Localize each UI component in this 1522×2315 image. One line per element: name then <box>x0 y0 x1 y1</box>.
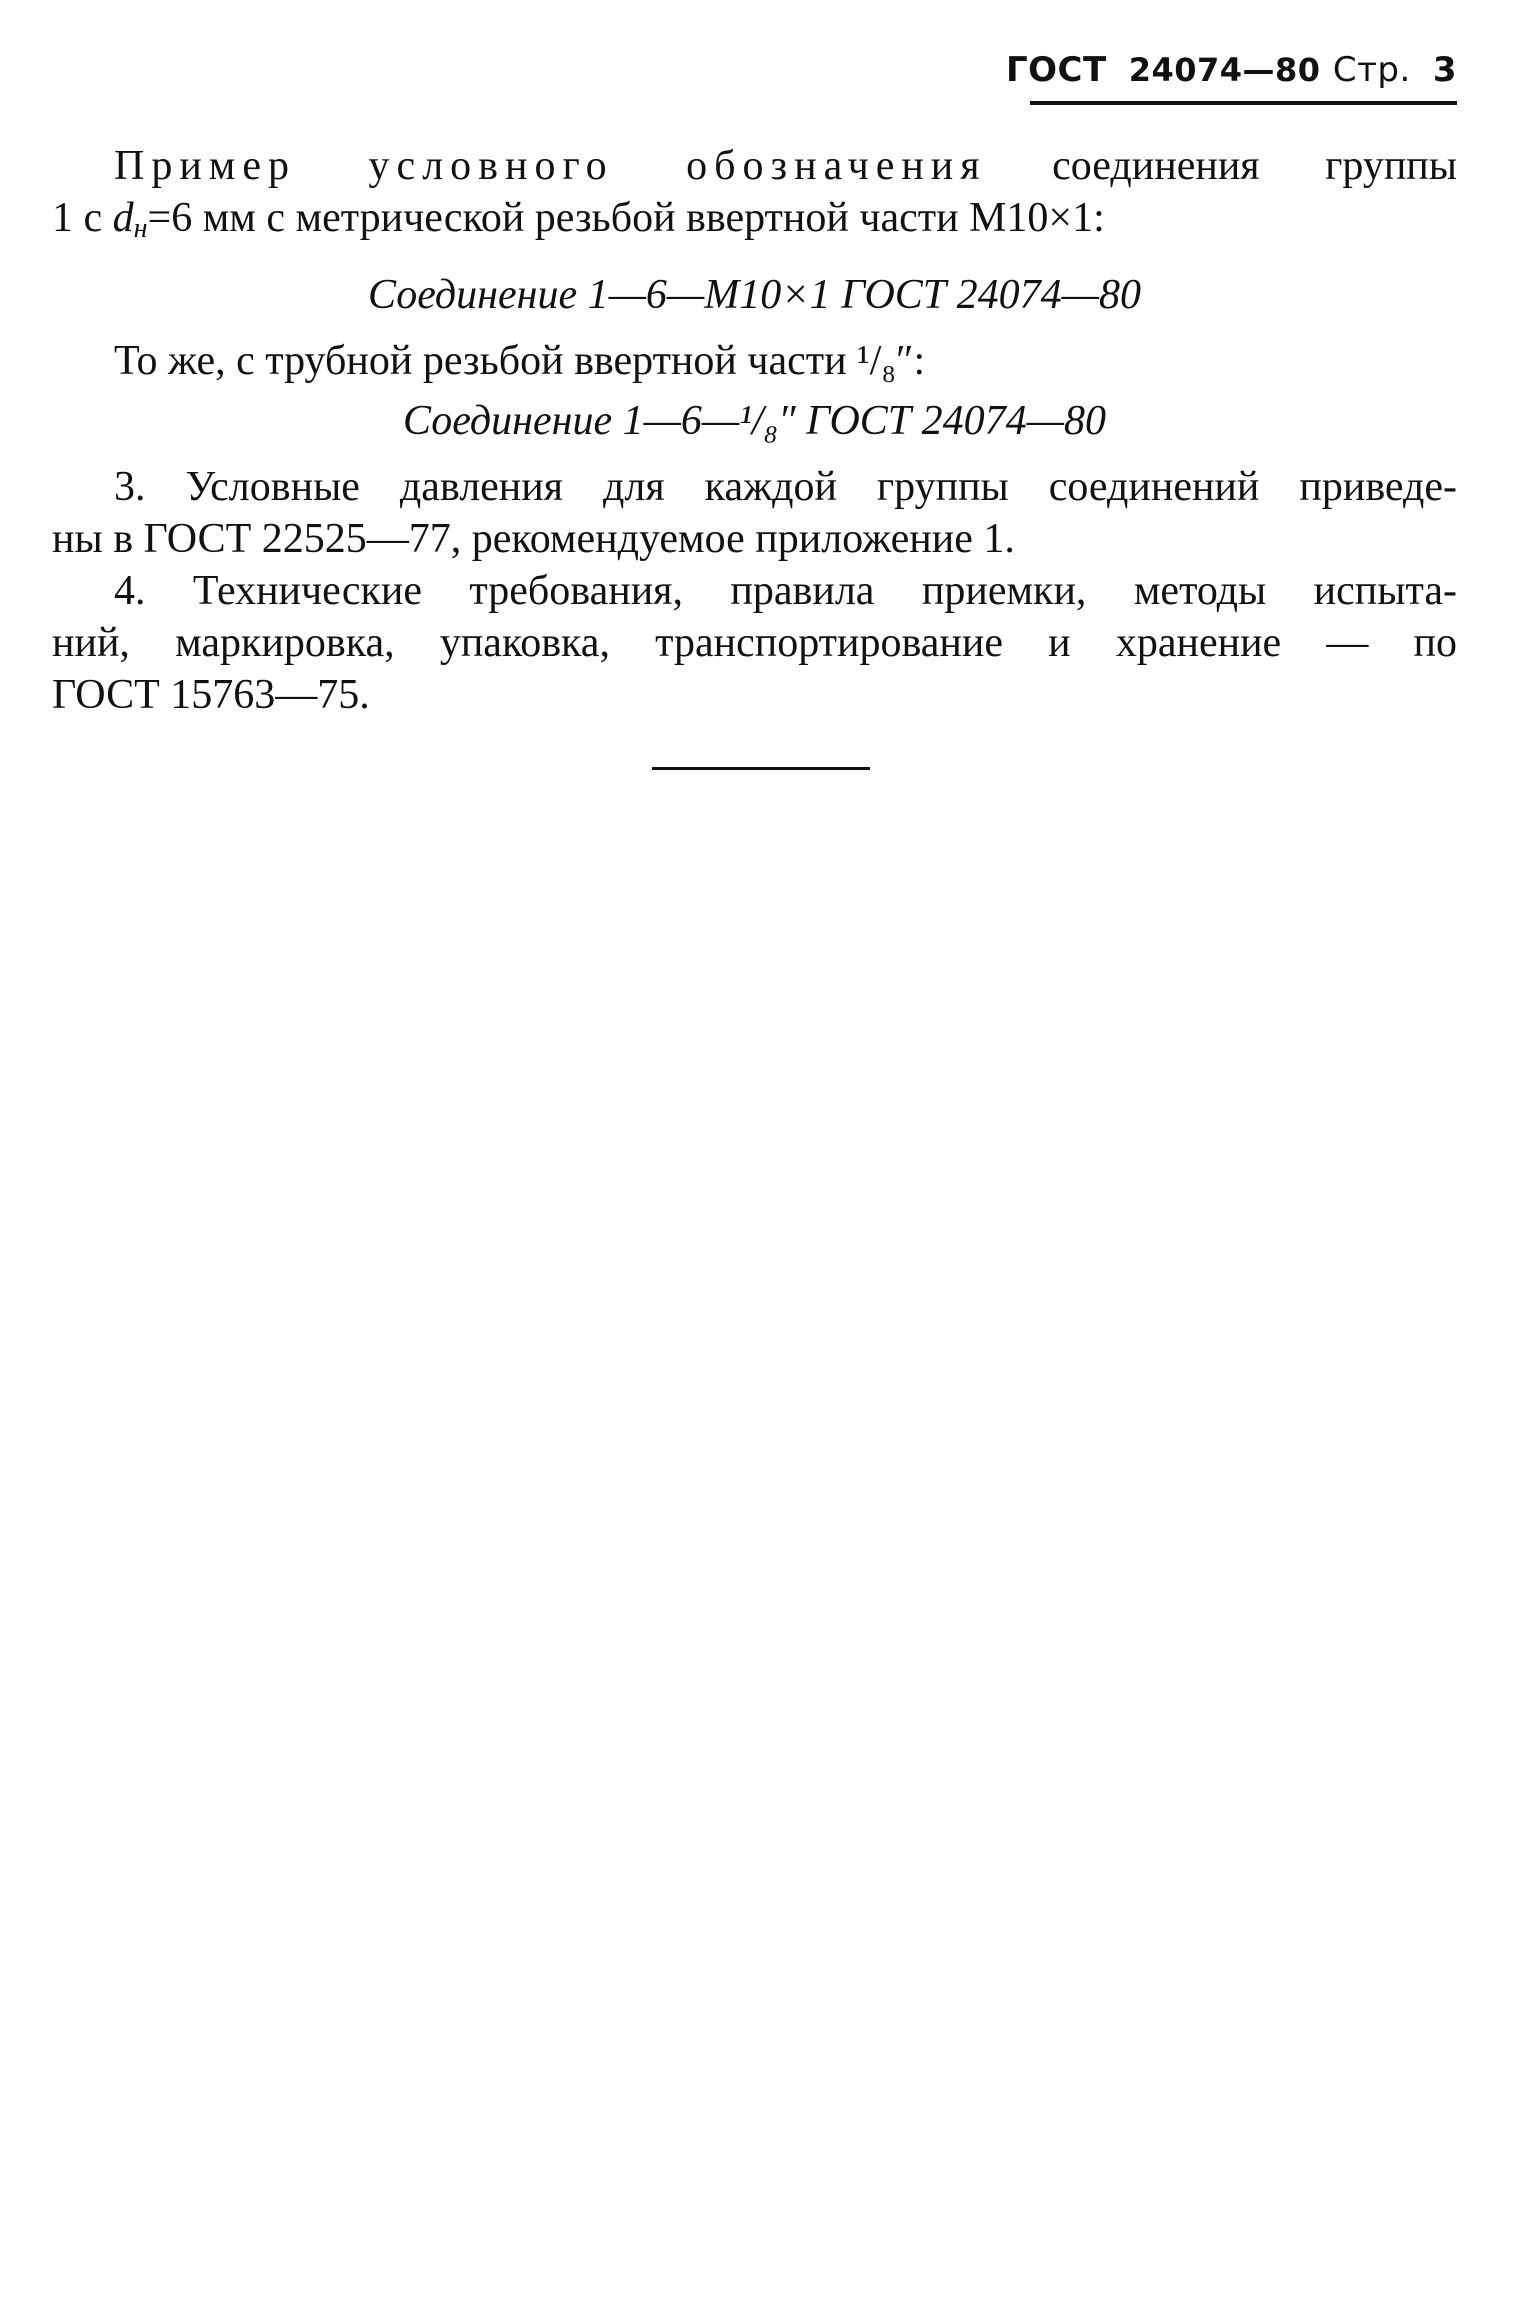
header-standard: ГОСТ <box>1005 50 1107 90</box>
example-intro-spaced: Пример условного обозначения <box>114 143 987 189</box>
example-intro-line-2 <box>52 192 1457 255</box>
item-3-line-1: 3. Условные давления для каждой группы соединений приведе- <box>114 464 1457 510</box>
item-4-line-3: ГОСТ 15763—75. <box>52 672 370 718</box>
page-header <box>1006 50 1457 90</box>
header-page-number: 3 <box>1432 50 1457 90</box>
header-rule <box>1030 101 1457 105</box>
same-pipe-thread-line: То же, с трубной резьбой ввертной части ¹/₈″: <box>114 338 926 384</box>
header-page-label: Стр. <box>1332 50 1411 90</box>
item-3-line-2: ны в ГОСТ 22525—77, рекомендуемое приложение 1. <box>52 516 1015 562</box>
end-rule <box>652 767 870 770</box>
item-4-line-1: 4. Технические требования, правила приемки, методы испыта- <box>114 568 1457 614</box>
body-text <box>52 140 1457 721</box>
diameter-symbol: d <box>112 195 134 241</box>
header-standard-number: 24074—80 <box>1128 51 1321 89</box>
designation-metric: Соединение 1—6—М10×1 ГОСТ 24074—80 <box>367 272 1141 318</box>
item-4-line-2: ний, маркировка, упаковка, транспортирование и хранение — по <box>52 620 1457 666</box>
example-intro-line-1 <box>52 140 1457 192</box>
example-intro-prefix: 1 с <box>52 195 113 241</box>
diameter-subscript: н <box>133 213 148 244</box>
designation-pipe: Соединение 1—6—¹/₈″ ГОСТ 24074—80 <box>402 398 1107 444</box>
example-intro-suffix: =6 мм с метрической резьбой ввертной части М10×1: <box>147 195 1105 241</box>
example-intro-rest: соединения группы <box>1052 143 1457 189</box>
